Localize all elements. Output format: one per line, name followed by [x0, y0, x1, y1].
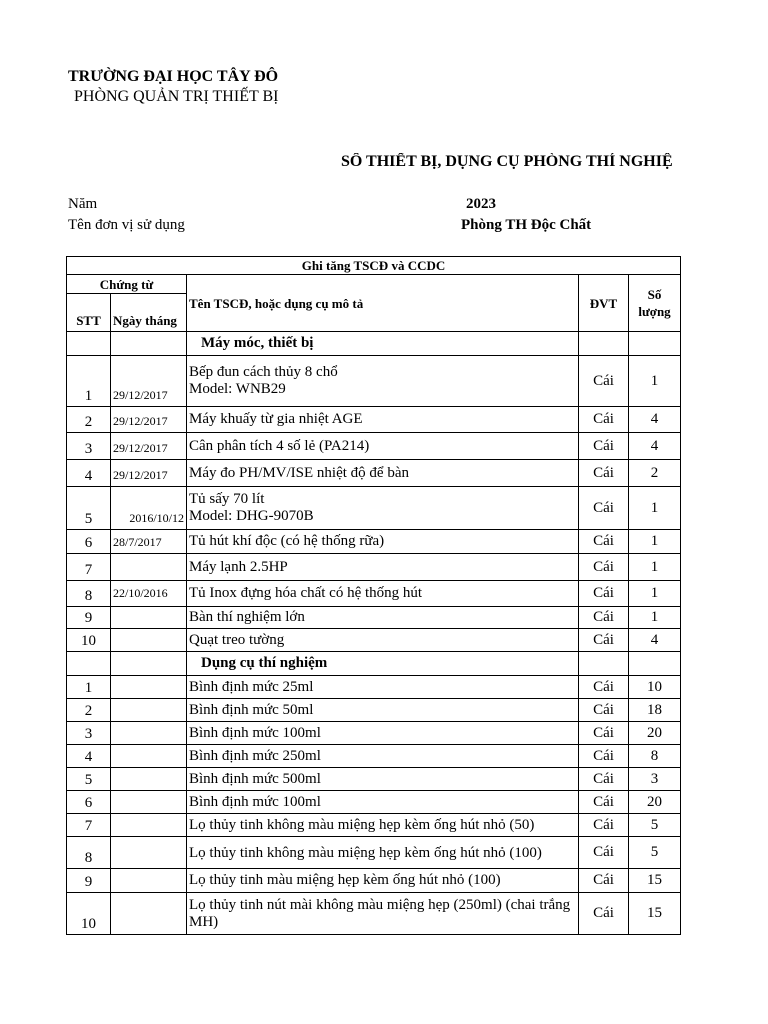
row-qty: 10	[629, 676, 681, 699]
col-unit-header: ĐVT	[579, 275, 629, 332]
table-row	[67, 791, 681, 814]
row-unit: Cái	[579, 791, 629, 814]
row-unit: Cái	[579, 530, 629, 554]
row-name: Quạt treo tường	[187, 629, 579, 652]
row-stt: 9	[67, 607, 111, 629]
row-date: 28/7/2017	[111, 530, 187, 554]
row-name-line1: Bếp đun cách thủy 8 chổ	[189, 364, 338, 380]
row-name	[187, 487, 579, 530]
row-name-line2: Model: WNB29	[189, 381, 286, 397]
row-name: Bình định mức 250ml	[187, 745, 579, 768]
row-name: Lọ thủy tinh nút mài không màu miệng hẹp (250ml) (chai trắng MH)	[187, 893, 579, 935]
row-qty: 1	[629, 554, 681, 581]
row-date: 29/12/2017	[111, 460, 187, 487]
row-qty: 1	[629, 530, 681, 554]
row-date: 22/10/2016	[111, 581, 187, 607]
table-row	[67, 676, 681, 699]
unit-label: Tên đơn vị sử dụng	[68, 217, 185, 233]
row-unit: Cái	[579, 893, 629, 935]
row-name-line1: Tủ sấy 70 lít	[189, 491, 265, 507]
row-unit: Cái	[579, 722, 629, 745]
row-unit: Cái	[579, 554, 629, 581]
table-row	[67, 407, 681, 433]
unit-value: Phòng TH Độc Chất	[461, 217, 592, 233]
row-stt: 10	[67, 629, 111, 652]
row-stt: 7	[67, 814, 111, 837]
row-stt: 9	[67, 869, 111, 893]
table-row	[67, 460, 681, 487]
row-name	[187, 356, 579, 407]
row-qty: 20	[629, 722, 681, 745]
row-stt: 2	[67, 699, 111, 722]
row-stt: 5	[67, 768, 111, 791]
row-unit: Cái	[579, 581, 629, 607]
row-stt: 3	[67, 722, 111, 745]
row-stt: 8	[67, 581, 111, 607]
row-name: Bình định mức 50ml	[187, 699, 579, 722]
row-unit: Cái	[579, 837, 629, 869]
table-row	[67, 607, 681, 629]
row-stt: 7	[67, 554, 111, 581]
row-unit: Cái	[579, 356, 629, 407]
row-unit: Cái	[579, 814, 629, 837]
equipment-table	[66, 256, 681, 935]
row-name: Bình định mức 25ml	[187, 676, 579, 699]
school-name: TRƯỜNG ĐẠI HỌC TÂY ĐÔ	[68, 68, 279, 85]
row-unit: Cái	[579, 460, 629, 487]
table-row	[67, 814, 681, 837]
row-qty: 1	[629, 581, 681, 607]
row-qty: 4	[629, 433, 681, 460]
year-value: 2023	[466, 196, 496, 212]
row-date	[111, 554, 187, 581]
row-qty: 2	[629, 460, 681, 487]
row-stt: 4	[67, 745, 111, 768]
row-qty: 20	[629, 791, 681, 814]
row-name: Bình định mức 100ml	[187, 791, 579, 814]
group-header: Ghi tăng TSCĐ và CCDC	[67, 257, 681, 275]
section-header-machinery: Máy móc, thiết bị	[187, 332, 579, 356]
row-qty: 15	[629, 869, 681, 893]
row-unit: Cái	[579, 676, 629, 699]
row-date: 29/12/2017	[111, 356, 187, 407]
row-unit: Cái	[579, 768, 629, 791]
row-unit: Cái	[579, 745, 629, 768]
row-date	[111, 629, 187, 652]
row-unit: Cái	[579, 487, 629, 530]
row-name: Lọ thủy tinh không màu miệng hẹp kèm ống hút nhỏ (50)	[187, 814, 579, 837]
row-name: Bình định mức 500ml	[187, 768, 579, 791]
row-stt: 1	[67, 676, 111, 699]
table-row	[67, 433, 681, 460]
row-stt: 3	[67, 433, 111, 460]
table-row	[67, 722, 681, 745]
voucher-header: Chứng từ	[67, 275, 187, 294]
row-name: Bàn thí nghiệm lớn	[187, 607, 579, 629]
table-row	[67, 356, 681, 407]
row-stt: 8	[67, 837, 111, 869]
row-unit: Cái	[579, 699, 629, 722]
table-row	[67, 554, 681, 581]
table-row	[67, 530, 681, 554]
row-name: Tủ Inox đựng hóa chất có hệ thống hút	[187, 581, 579, 607]
row-date: 2016/10/12	[111, 487, 187, 530]
col-qty-header	[629, 275, 681, 332]
row-qty: 5	[629, 837, 681, 869]
table-row	[67, 629, 681, 652]
row-name: Tủ hút khí độc (có hệ thống rữa)	[187, 530, 579, 554]
row-qty: 1	[629, 356, 681, 407]
row-unit: Cái	[579, 629, 629, 652]
table-row	[67, 487, 681, 530]
row-qty: 8	[629, 745, 681, 768]
row-qty: 18	[629, 699, 681, 722]
row-qty: 4	[629, 407, 681, 433]
row-qty: 5	[629, 814, 681, 837]
row-stt: 2	[67, 407, 111, 433]
row-stt: 5	[67, 487, 111, 530]
row-qty: 3	[629, 768, 681, 791]
document-title: SỔ THIẾT BỊ, DỤNG CỤ PHÒNG THÍ NGHIỆ	[341, 153, 673, 170]
table-row	[67, 869, 681, 893]
table-row	[67, 581, 681, 607]
col-qty-header-line2: lượng	[638, 304, 671, 319]
row-unit: Cái	[579, 433, 629, 460]
row-name: Lọ thủy tinh màu miệng hẹp kèm ống hút nhỏ (100)	[187, 869, 579, 893]
row-name: Cân phân tích 4 số lẻ (PA214)	[187, 433, 579, 460]
table-row	[67, 893, 681, 935]
year-label: Năm	[68, 196, 98, 212]
table-row	[67, 699, 681, 722]
row-stt: 4	[67, 460, 111, 487]
row-stt: 1	[67, 356, 111, 407]
row-stt: 6	[67, 530, 111, 554]
row-name-line2: Model: DHG-9070B	[189, 508, 314, 524]
col-qty-header-line1: Số	[647, 287, 662, 302]
row-unit: Cái	[579, 607, 629, 629]
row-name: Lọ thủy tinh không màu miệng hẹp kèm ống hút nhỏ (100)	[187, 837, 579, 869]
table-row	[67, 745, 681, 768]
row-stt: 10	[67, 893, 111, 935]
row-date: 29/12/2017	[111, 433, 187, 460]
row-unit: Cái	[579, 407, 629, 433]
row-stt: 6	[67, 791, 111, 814]
table-row	[67, 768, 681, 791]
row-date: 29/12/2017	[111, 407, 187, 433]
col-stt-header: STT	[67, 294, 111, 332]
row-name: Bình định mức 100ml	[187, 722, 579, 745]
row-name: Máy lạnh 2.5HP	[187, 554, 579, 581]
row-qty: 1	[629, 607, 681, 629]
col-name-header: Tên TSCĐ, hoặc dụng cụ mô tả	[187, 275, 579, 332]
row-unit: Cái	[579, 869, 629, 893]
row-name: Máy khuấy từ gia nhiệt AGE	[187, 407, 579, 433]
department-name: PHÒNG QUẢN TRỊ THIẾT BỊ	[74, 88, 279, 105]
row-qty: 4	[629, 629, 681, 652]
table-row	[67, 837, 681, 869]
section-header-lab-tools: Dụng cụ thí nghiệm	[187, 652, 579, 676]
col-date-header: Ngày tháng	[111, 294, 187, 332]
row-date	[111, 607, 187, 629]
row-qty: 1	[629, 487, 681, 530]
row-qty: 15	[629, 893, 681, 935]
row-name: Máy đo PH/MV/ISE nhiệt độ để bàn	[187, 460, 579, 487]
